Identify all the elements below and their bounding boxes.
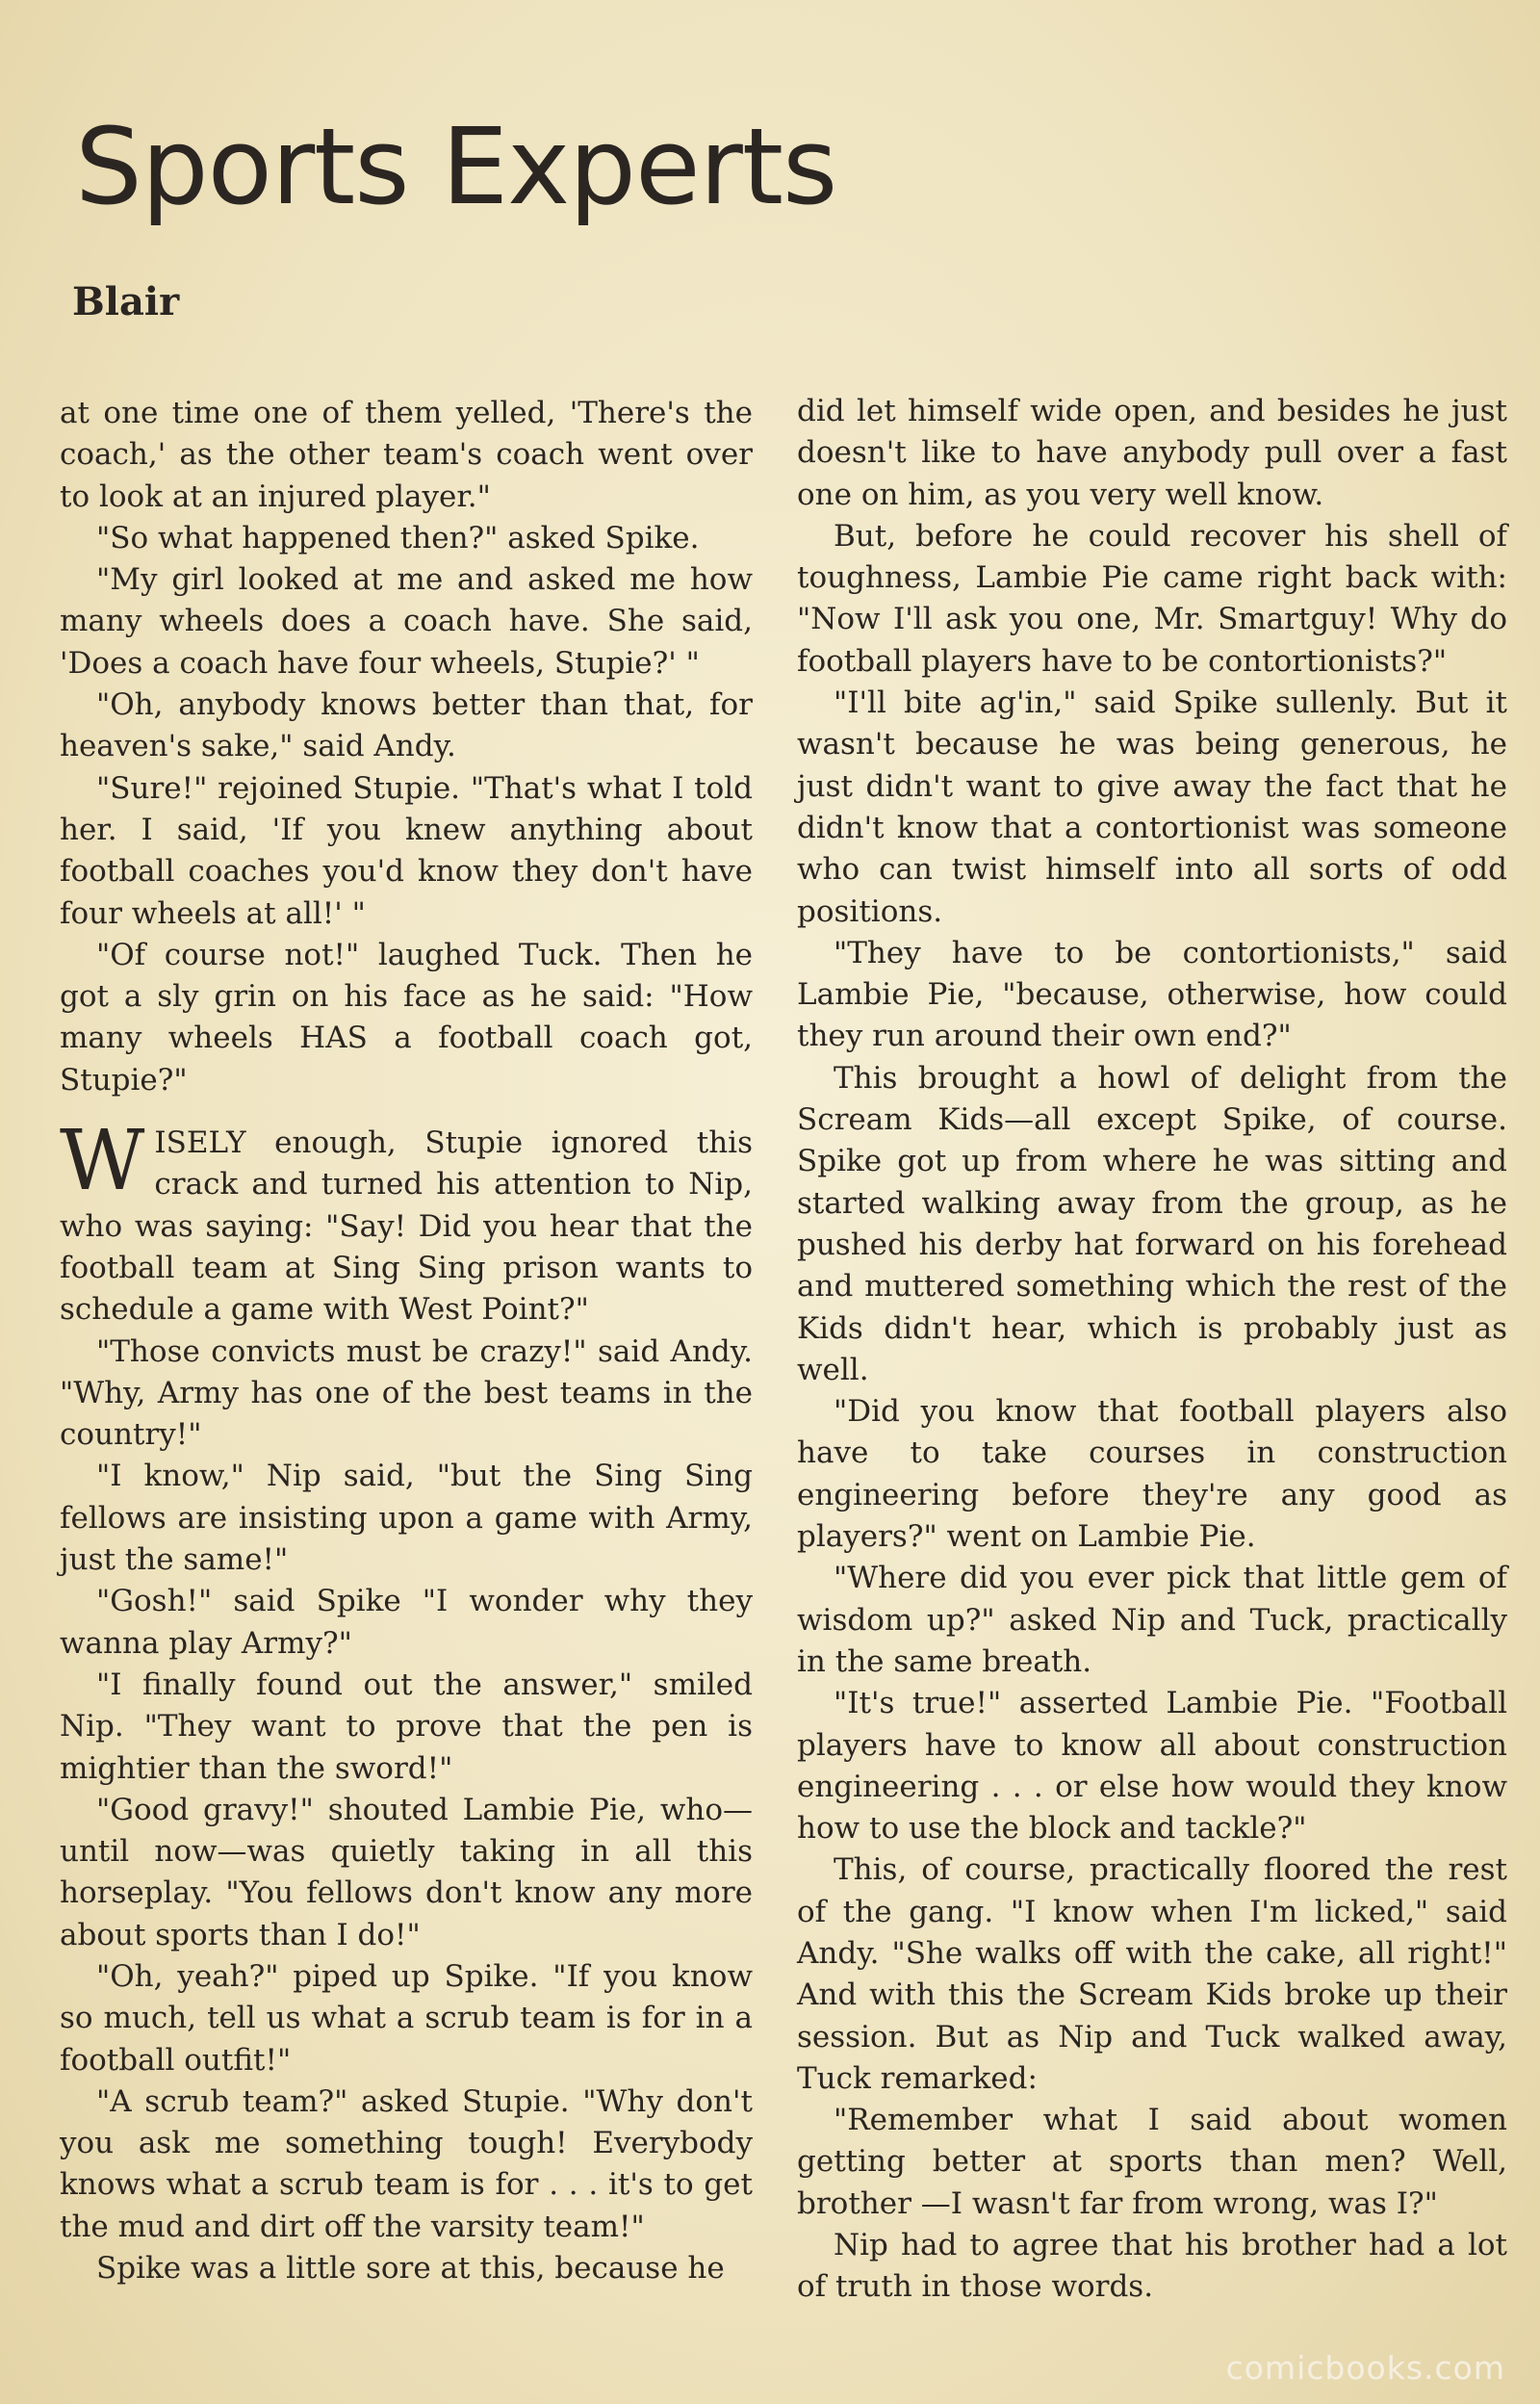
- paragraph-dropcap: [60, 1113, 753, 1331]
- paragraph: "My girl looked at me and asked me how many wheels does a coach have. She said, 'Does a coach have four wheels, Stupie?' ": [60, 562, 753, 681]
- paragraph: "Those convicts must be crazy!" said Andy. "Why, Army has one of the best teams in the country!": [60, 1333, 753, 1453]
- paragraph: This, of course, practically floored the rest of the gang. "I know when I'm licked," said Andy. "She walks off with the cake, all right!" And with this the Scream Kids broke up their session. But as Nip and Tuck walked away, Tuck remarked:: [797, 1852, 1507, 2096]
- drop-cap-letter: W: [60, 1113, 145, 1210]
- paragraph: "So what happened then?" asked Spike.: [96, 520, 700, 556]
- site-watermark: comicbooks.com: [1225, 2349, 1505, 2387]
- paragraph: did let himself wide open, and besides he just doesn't like to have anybody pull over a fast one on him, as you very well know.: [797, 394, 1507, 512]
- paragraph: "I'll bite ag'in," said Spike sullenly. But it wasn't because he was being generous, he just didn't want to give away the fact that he didn't know that a contortionist was someone who can twist himself into all sorts of odd positions.: [797, 685, 1507, 929]
- paragraph: "They have to be contortionists," said Lambie Pie, "because, otherwise, how could they run around their own end?": [797, 935, 1507, 1054]
- article-title: Sports Experts: [75, 105, 837, 228]
- paragraph: "Of course not!" laughed Tuck. Then he got a sly grin on his face as he said: "How many wheels HAS a football coach got, Stupie?": [60, 937, 753, 1098]
- paragraph-text: ISELY enough, Stupie ignored this crack and turned his attention to Nip, who was saying: "Say! Did you hear that the football team at Sing Sing prison wants to schedule a game with West Point?": [60, 1125, 753, 1328]
- paragraph: "Oh, anybody knows better than that, for heaven's sake," said Andy.: [60, 687, 753, 764]
- paragraph: "Did you know that football players also have to take courses in construction engineering before they're any good as players?" went on Lambie Pie.: [797, 1394, 1507, 1555]
- paragraph: "Remember what I said about women getting better at sports than men? Well, brother —I wasn't far from wrong, was I?": [797, 2103, 1507, 2221]
- paragraph: "Where did you ever pick that little gem of wisdom up?" asked Nip and Tuck, practically in the same breath.: [797, 1561, 1507, 1679]
- paragraph: "I know," Nip said, "but the Sing Sing fellows are insisting upon a game with Army, just the same!": [60, 1459, 753, 1578]
- paragraph: This brought a howl of delight from the Scream Kids—all except Spike, of course. Spike got up from where he was sitting and started walking away from the group, as he pushed his derby hat forward on his forehead and muttered something which the rest of the Kids didn't hear, which is probably just as well.: [797, 1060, 1507, 1387]
- paragraph: "I finally found out the answer," smiled Nip. "They want to prove that the pen is mightier than the sword!": [60, 1667, 753, 1786]
- paragraph: Nip had to agree that his brother had a lot of truth in those words.: [797, 2228, 1507, 2305]
- paragraph: "Gosh!" said Spike "I wonder why they wanna play Army?": [60, 1584, 753, 1661]
- paragraph: "Good gravy!" shouted Lambie Pie, who—until now—was quietly taking in all this horseplay. "You fellows don't know any more about sports than I do!": [60, 1792, 753, 1952]
- paragraph: But, before he could recover his shell of toughness, Lambie Pie came right back with: "Now I'll ask you one, Mr. Smartguy! Why do football players have to be contortionists?": [797, 518, 1507, 679]
- paragraph: "Oh, yeah?" piped up Spike. "If you know so much, tell us what a scrub team is for in a football outfit!": [60, 1958, 753, 2078]
- right-column: [797, 391, 1507, 2309]
- paragraph: at one time one of them yelled, 'There's the coach,' as the other team's coach went over to look at an injured player.": [60, 396, 753, 514]
- paragraph: "A scrub team?" asked Stupie. "Why don't you ask me something tough! Everybody knows what a scrub team is for . . . it's to get the mud and dirt off the varsity team!": [60, 2083, 753, 2244]
- article-author: Blair: [72, 279, 180, 324]
- left-column: [60, 393, 753, 2289]
- paragraph: "Sure!" rejoined Stupie. "That's what I told her. I said, 'If you knew anything about football coaches you'd know they don't have four wheels at all!' ": [60, 770, 753, 931]
- paragraph: "It's true!" asserted Lambie Pie. "Football players have to know all about construction engineering . . . or else how would they know how to use the block and tackle?": [797, 1686, 1507, 1847]
- paragraph: Spike was a little sore at this, because he: [96, 2251, 725, 2287]
